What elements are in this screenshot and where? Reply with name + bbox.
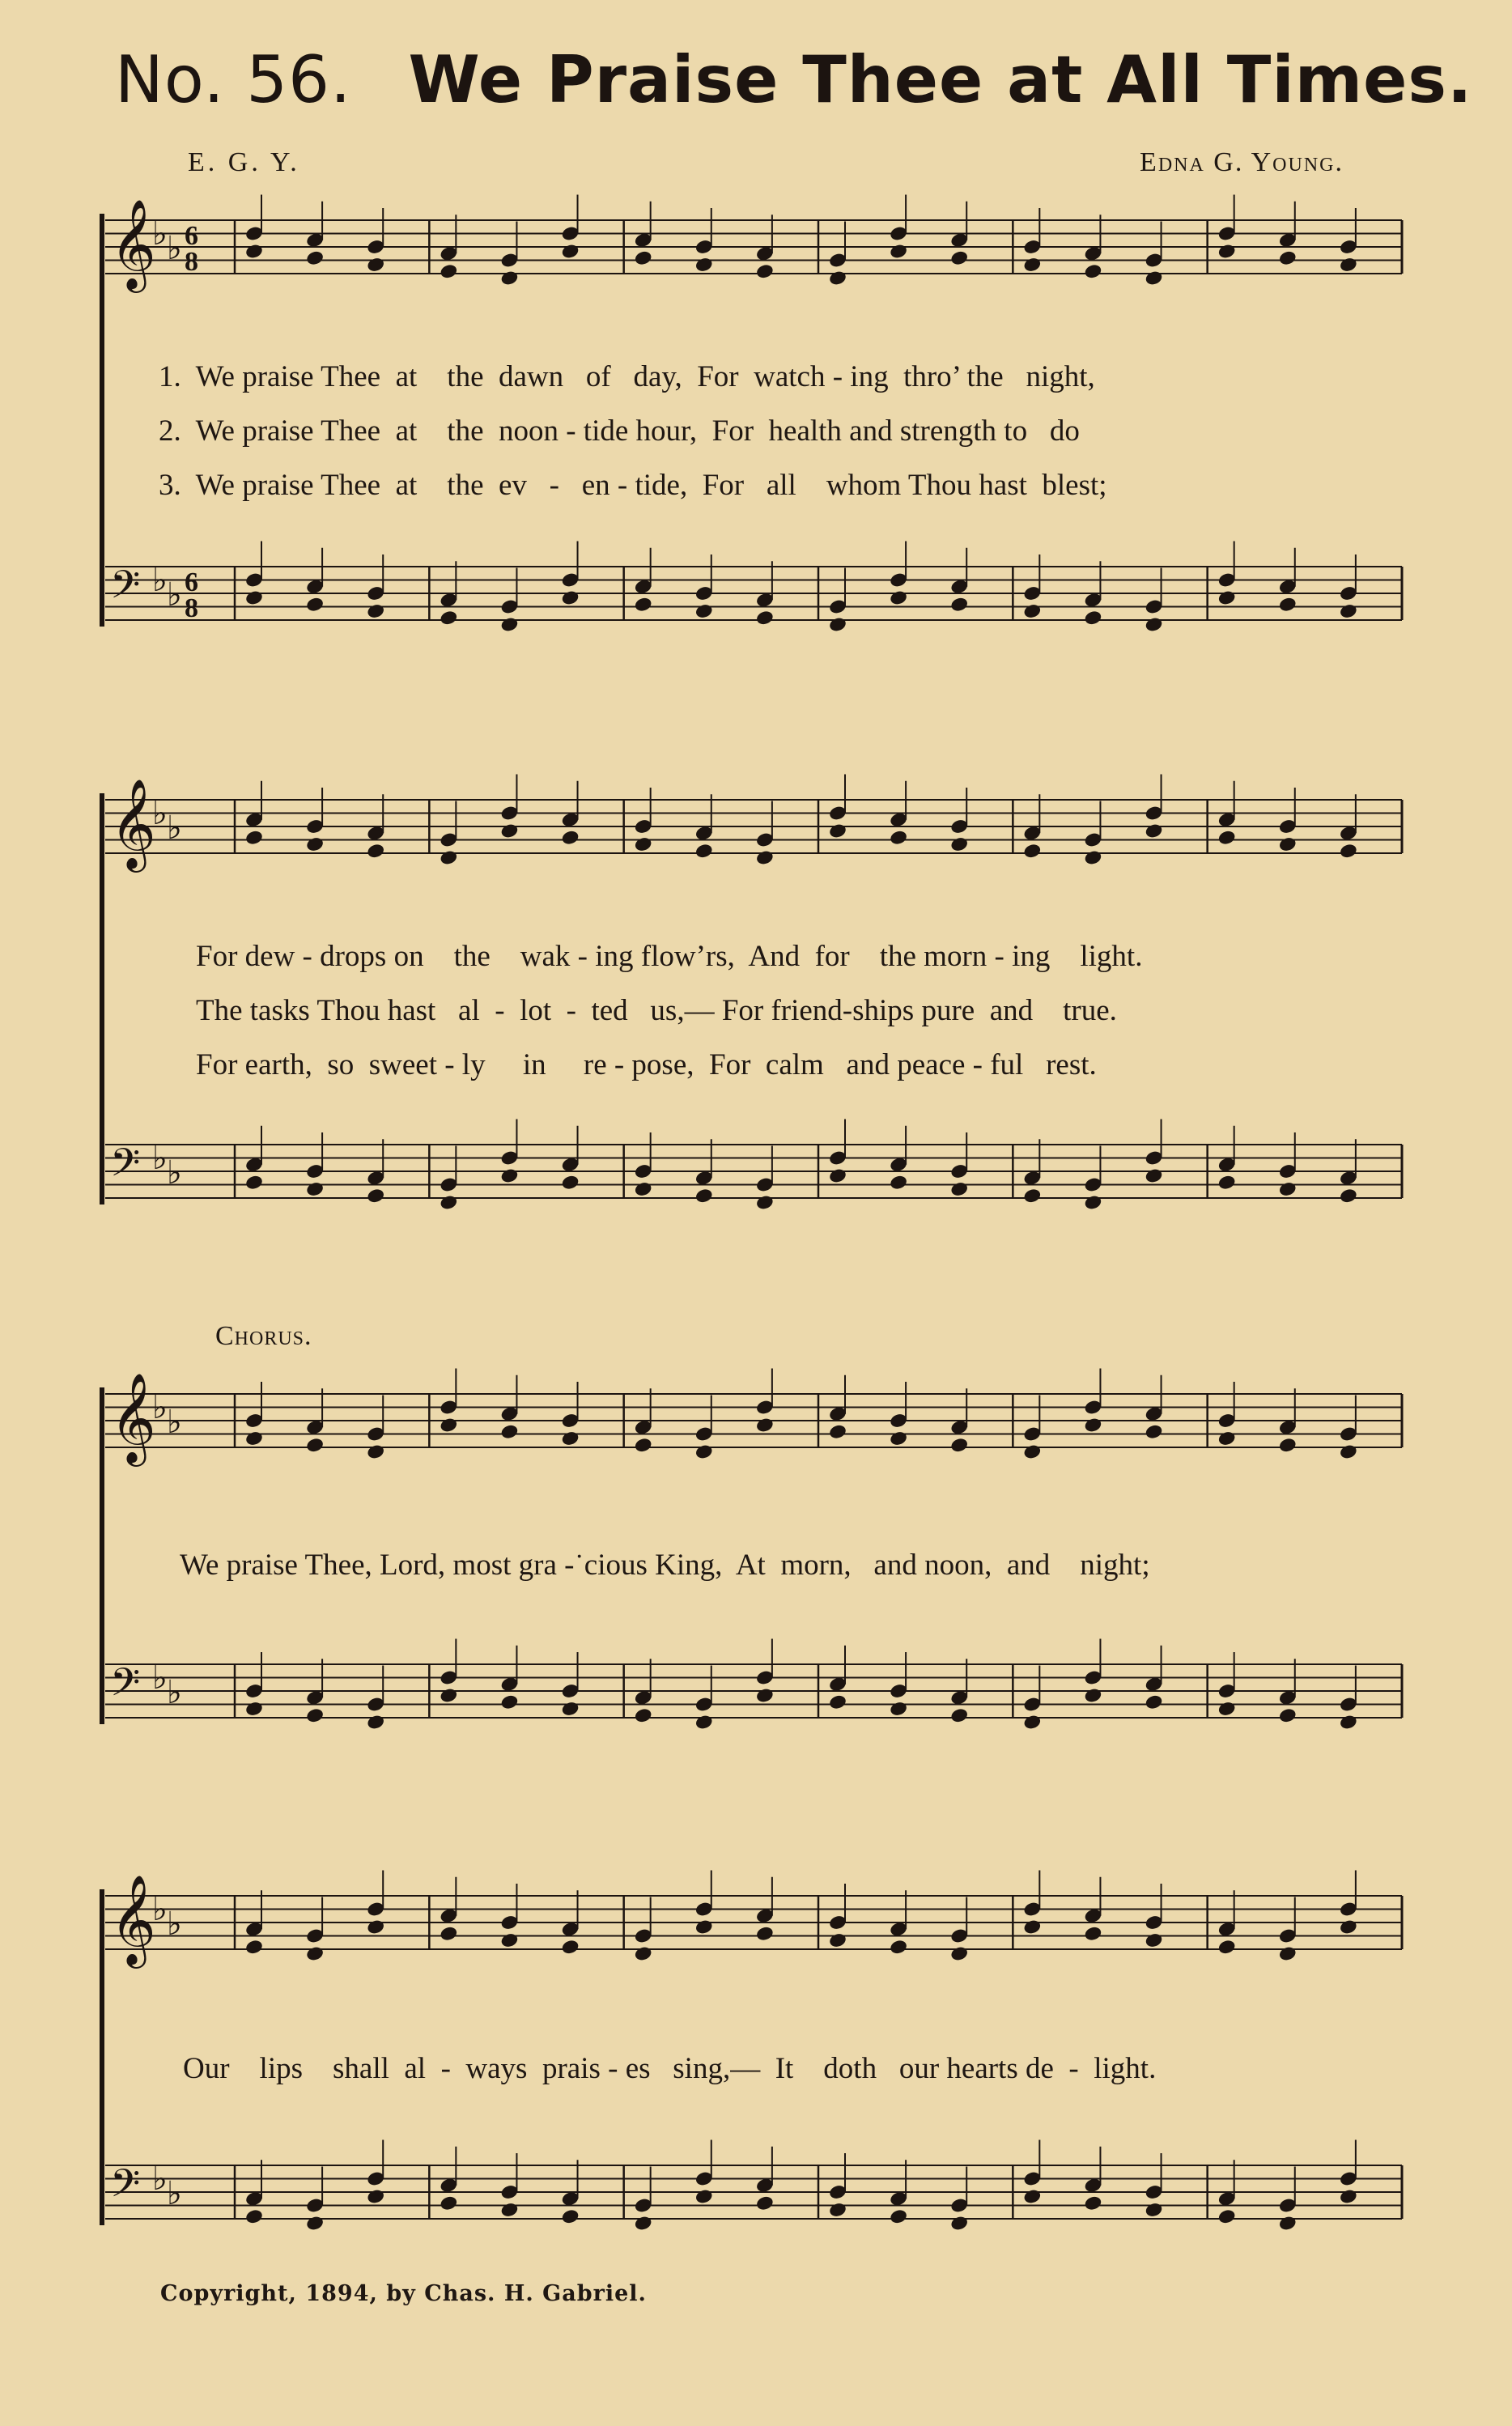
flat-icon: ♭ [167,1906,182,1942]
note-head [439,1687,458,1704]
note-head [634,2215,653,2232]
time-signature: 6 [185,221,198,251]
note-head [949,836,969,853]
note-head [305,1181,325,1198]
note-head [366,1188,385,1205]
time-signature: 8 [185,247,198,277]
note-head [949,249,969,266]
note-head [694,1714,714,1731]
hymn-title: We Praise Thee at All Times. [408,42,1473,117]
note-head [828,822,847,839]
note-head [305,596,325,613]
note-head [244,589,264,606]
note-head [828,1167,847,1184]
note-head [889,1701,908,1718]
note-head [755,1687,775,1704]
chorus-line-2: Our lips shall al - ways prais - es sing,— It doth our hearts de - light. [183,2052,1157,2085]
note-head [755,610,775,627]
note-head [1145,1693,1164,1710]
note-head [889,1174,908,1191]
note-head [634,1437,653,1454]
note-head [1339,257,1358,274]
hymn-number: No. 56. [115,42,352,117]
note-head [1022,1188,1042,1205]
flat-icon: ♭ [167,1154,182,1191]
note-head [1083,849,1102,866]
note-head [499,1167,519,1184]
note-head [561,589,580,606]
note-head [1083,610,1102,627]
note-head [366,2188,385,2205]
note-head [889,1939,908,1956]
time-signature: 6 [185,567,198,597]
note-head [755,2194,775,2211]
note-head [889,243,908,260]
note-head [1278,249,1298,266]
note-head [634,1707,653,1724]
note-head [439,2194,458,2211]
bass-clef-icon: 𝄢 [110,562,141,617]
note-head [1217,829,1237,846]
note-head [1145,2202,1164,2219]
note-head [694,843,714,860]
note-head [1339,603,1358,620]
note-head [499,1693,519,1710]
note-head [305,1945,325,1962]
note-head [1278,1181,1298,1198]
note-head [634,1945,653,1962]
note-head [439,263,458,280]
note-head [1339,843,1358,860]
note-head [561,243,580,260]
note-head [1217,2208,1237,2225]
note-head [949,1945,969,1962]
treble-clef-icon: 𝄞 [110,1372,156,1463]
note-head [634,836,653,853]
note-head [499,270,519,287]
note-head [561,1430,580,1447]
note-head [1022,1714,1042,1731]
note-head [244,2208,264,2225]
note-head [828,616,847,633]
note-head [1339,1918,1358,1935]
note-head [1278,1437,1298,1454]
note-head [949,1707,969,1724]
note-head [1083,1925,1102,1942]
note-head [1339,1443,1358,1460]
flat-icon: ♭ [167,2175,182,2211]
note-head [828,270,847,287]
note-head [366,1918,385,1935]
note-head [755,1925,775,1942]
note-head [305,1437,325,1454]
flat-icon: ♭ [152,1140,168,1176]
note-head [694,603,714,620]
note-head [244,829,264,846]
verse-1-line-1: 1. We praise Thee at the dawn of day, For watch - ing thro’ the night, [159,360,1095,393]
treble-clef-icon: 𝄞 [110,1874,156,1965]
verse-3-line-2: For earth, so sweet - ly in re - pose, For calm and peace - ful rest. [196,1048,1097,1081]
note-head [244,1174,264,1191]
flat-icon: ♭ [167,1404,182,1440]
note-head [561,1701,580,1718]
flat-icon: ♭ [167,1674,182,1710]
note-head [1217,1939,1237,1956]
note-head [1217,1174,1237,1191]
note-head [1145,1167,1164,1184]
note-head [1022,257,1042,274]
note-head [1022,1918,1042,1935]
note-head [244,1939,264,1956]
verse-1-line-2: For dew - drops on the wak - ing flow’rs, And for the morn - ing light. [196,940,1143,973]
note-head [889,2208,908,2225]
flat-icon: ♭ [152,215,168,252]
note-head [828,1932,847,1949]
note-head [499,1423,519,1440]
note-head [755,1194,775,1211]
flat-icon: ♭ [152,562,168,598]
note-head [561,1939,580,1956]
note-head [1278,1945,1298,1962]
flat-icon: ♭ [152,1891,168,1927]
note-head [1145,1932,1164,1949]
copyright-notice: Copyright, 1894, by Chas. H. Gabriel. [160,2281,647,2306]
note-head [244,243,264,260]
note-head [1217,1430,1237,1447]
treble-clef-icon: 𝄞 [110,778,156,869]
note-head [366,843,385,860]
verse-2-line-2: The tasks Thou hast al - lot - ted us,— For friend-ships pure and true. [196,994,1117,1027]
note-head [1339,1714,1358,1731]
note-head [439,1417,458,1434]
note-head [1022,1443,1042,1460]
time-signature: 8 [185,593,198,623]
note-head [694,1188,714,1205]
note-head [305,249,325,266]
note-head [694,1443,714,1460]
flat-icon: ♭ [152,1659,168,1696]
note-head [1083,263,1102,280]
note-head [561,2208,580,2225]
note-head [1339,2188,1358,2205]
note-head [828,1423,847,1440]
flat-icon: ♭ [167,809,182,846]
chorus-label: Chorus. [215,1321,312,1351]
flat-icon: ♭ [152,2160,168,2197]
note-head [1022,603,1042,620]
note-head [1145,616,1164,633]
flat-icon: ♭ [152,1389,168,1425]
note-head [1278,596,1298,613]
note-head [1217,243,1237,260]
treble-clef-icon: 𝄞 [110,198,156,289]
note-head [244,1430,264,1447]
note-head [1145,822,1164,839]
note-head [949,596,969,613]
note-head [1217,589,1237,606]
note-head [499,822,519,839]
note-head [1083,2194,1102,2211]
note-head [305,836,325,853]
flat-icon: ♭ [167,230,182,266]
note-head [366,257,385,274]
verse-2-line-1: 2. We praise Thee at the noon - tide hour, For health and strength to do [159,414,1080,448]
note-head [755,1417,775,1434]
note-head [439,610,458,627]
note-head [366,603,385,620]
note-head [1022,843,1042,860]
note-head [949,2215,969,2232]
note-head [561,1174,580,1191]
bass-clef-icon: 𝄢 [110,2160,141,2216]
note-head [499,2202,519,2219]
note-head [634,596,653,613]
flat-icon: ♭ [167,576,182,613]
note-head [1339,1188,1358,1205]
note-head [1278,1707,1298,1724]
note-head [499,1932,519,1949]
note-head [305,1707,325,1724]
composer-credit: Edna G. Young. [1140,147,1344,177]
note-head [1083,1417,1102,1434]
note-head [755,263,775,280]
note-head [634,249,653,266]
note-head [828,1693,847,1710]
note-head [889,1430,908,1447]
note-head [694,2188,714,2205]
note-head [439,1194,458,1211]
note-head [366,1443,385,1460]
bass-clef-icon: 𝄢 [110,1659,141,1714]
verse-3-line-1: 3. We praise Thee at the ev - en - tide, For all whom Thou hast blest; [159,469,1107,502]
note-head [694,257,714,274]
note-head [889,829,908,846]
note-head [949,1181,969,1198]
note-head [244,1701,264,1718]
chorus-line-1: We praise Thee, Lord, most gra -˙cious King, At morn, and noon, and night; [180,1549,1150,1582]
note-head [1145,270,1164,287]
note-head [828,2202,847,2219]
note-head [1083,1194,1102,1211]
note-head [1145,1423,1164,1440]
note-head [755,849,775,866]
note-head [561,829,580,846]
note-head [439,849,458,866]
note-head [634,1181,653,1198]
lyricist-credit: E. G. Y. [188,147,300,177]
note-head [1083,1687,1102,1704]
note-head [889,589,908,606]
note-head [1278,836,1298,853]
flat-icon: ♭ [152,795,168,831]
note-head [499,616,519,633]
note-head [949,1437,969,1454]
bass-clef-icon: 𝄢 [110,1140,141,1195]
note-head [1022,2188,1042,2205]
note-head [439,1925,458,1942]
note-head [1217,1701,1237,1718]
note-head [366,1714,385,1731]
note-head [1278,2215,1298,2232]
note-head [694,1918,714,1935]
note-head [305,2215,325,2232]
